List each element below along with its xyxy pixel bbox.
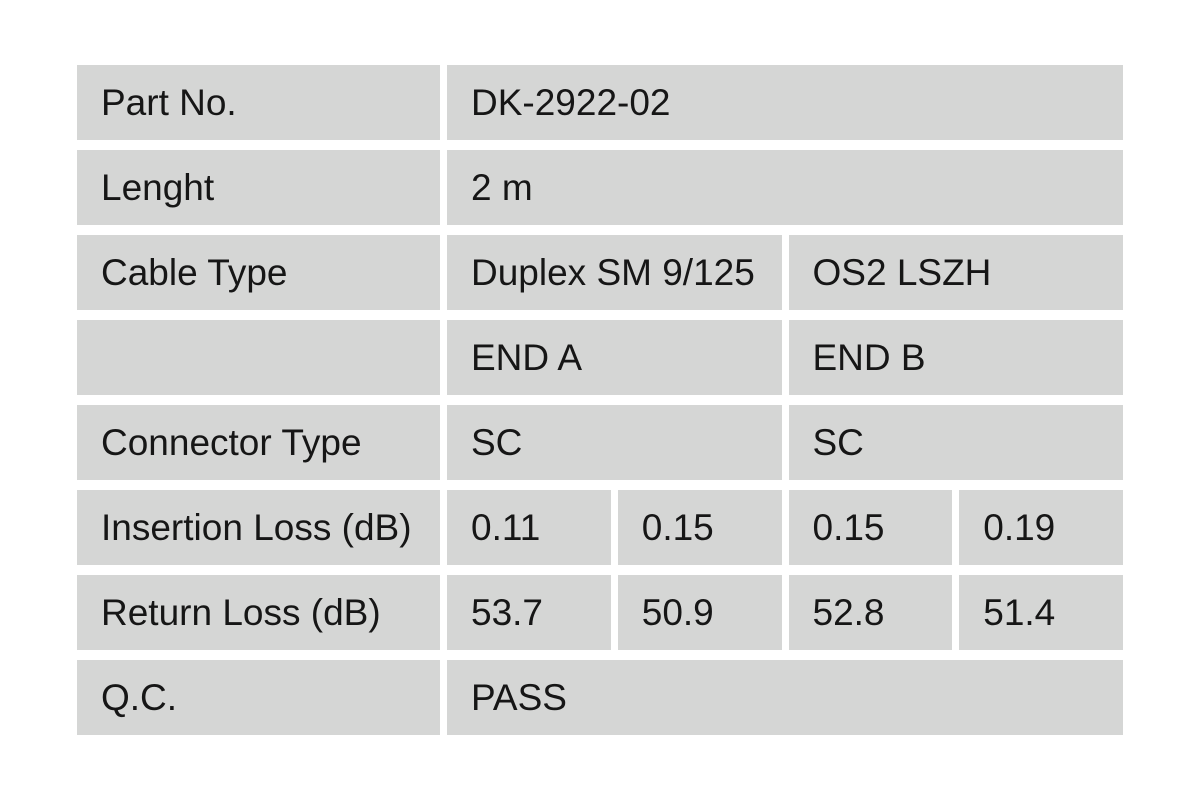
return-loss-end-b-1: 52.8	[789, 575, 953, 650]
row-label-cable-type: Cable Type	[77, 235, 440, 310]
connector-type-end-a: SC	[447, 405, 782, 480]
qc-value: PASS	[447, 660, 1123, 735]
row-label-length: Lenght	[77, 150, 440, 225]
insertion-loss-end-b-1: 0.15	[789, 490, 953, 565]
insertion-loss-end-a-2: 0.15	[618, 490, 782, 565]
length-value: 2 m	[447, 150, 1123, 225]
row-label-connector-type: Connector Type	[77, 405, 440, 480]
cable-type-value-1: Duplex SM 9/125	[447, 235, 782, 310]
row-label-return-loss: Return Loss (dB)	[77, 575, 440, 650]
part-no-value: DK-2922-02	[447, 65, 1123, 140]
connector-type-end-b: SC	[789, 405, 1124, 480]
row-label-qc: Q.C.	[77, 660, 440, 735]
return-loss-end-a-2: 50.9	[618, 575, 782, 650]
end-b-header: END B	[789, 320, 1124, 395]
return-loss-end-a-1: 53.7	[447, 575, 611, 650]
insertion-loss-end-a-1: 0.11	[447, 490, 611, 565]
return-loss-end-b-2: 51.4	[959, 575, 1123, 650]
spec-table	[77, 65, 1123, 735]
insertion-loss-end-b-2: 0.19	[959, 490, 1123, 565]
row-label-part-no: Part No.	[77, 65, 440, 140]
cable-type-value-2: OS2 LSZH	[789, 235, 1124, 310]
row-label-insertion-loss: Insertion Loss (dB)	[77, 490, 440, 565]
row-label-empty	[77, 320, 440, 395]
end-a-header: END A	[447, 320, 782, 395]
